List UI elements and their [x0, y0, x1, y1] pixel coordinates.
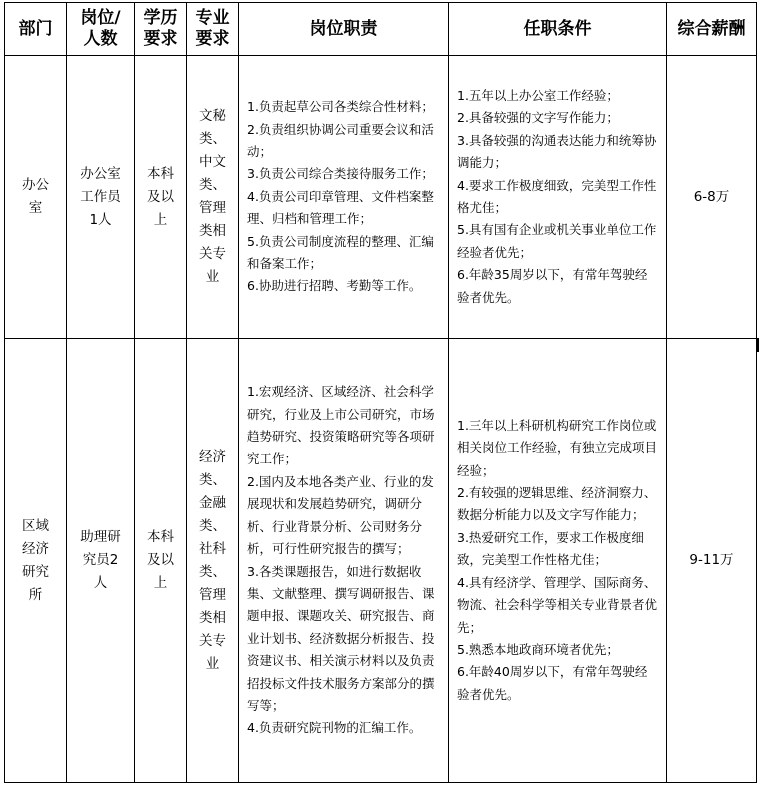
list-item: 4.负责公司印章管理、文件档案整理、归档和管理工作；: [247, 188, 434, 227]
duties-cell: [239, 56, 449, 339]
list-item: 3.具备较强的沟通表达能力和统筹协调能力；: [457, 132, 657, 171]
header-salary: 综合薪酬: [667, 3, 757, 56]
table-row: [5, 56, 757, 339]
list-item: 5.熟悉本地政商环境者优先；: [457, 641, 619, 657]
major-cell: 经济类、金融类、社科类、管理类相关专业: [187, 339, 239, 783]
salary-cell: 9-11万: [667, 339, 757, 783]
list-item: 1.宏观经济、区域经济、社会科学研究，行业及上市公司研究，市场趋势研究、投资策略研究等各项研究工作；: [247, 384, 435, 467]
duties-cell: [239, 339, 449, 783]
header-major: 专业要求: [187, 3, 239, 56]
duties-list: [239, 379, 448, 742]
list-item: 2.具备较强的文字写作能力；: [457, 110, 619, 126]
header-duties: 岗位职责: [239, 3, 449, 56]
list-item: 4.要求工作极度细致，完美型工作性格尤佳；: [457, 177, 657, 215]
requirements-list: [449, 413, 666, 708]
education-cell: 本科及以上: [135, 56, 187, 339]
list-item: 5.负责公司制度流程的整理、汇编和备案工作；: [247, 233, 434, 272]
cursor-mark: [757, 338, 759, 352]
education-cell: 本科及以上: [135, 339, 187, 783]
header-dept: 部门: [5, 3, 67, 56]
header-education: 学历要求: [135, 3, 187, 56]
list-item: 3.负责公司综合类接待服务工作；: [247, 166, 434, 182]
list-item: 1.三年以上科研机构研究工作岗位或相关岗位工作经验，有独立完成项目经验；: [457, 417, 658, 478]
list-item: 2.有较强的逻辑思维、经济洞察力、数据分析能力以及文字写作能力；: [457, 485, 657, 523]
duties-list: [239, 94, 448, 300]
list-item: 2.国内及本地各类产业、行业的发展现状和发展趋势研究，调研分析、行业背景分析、公司财务分析，可行性研究报告的撰写；: [247, 473, 434, 557]
header-row: [5, 3, 757, 56]
list-item: 1.负责起草公司各类综合性材料；: [247, 99, 434, 115]
list-item: 6.年龄35周岁以下，有常年驾驶经验者优先。: [457, 267, 648, 305]
requirements-cell: [449, 56, 667, 339]
position-cell: 办公室工作员1人: [67, 56, 135, 339]
salary-cell: 6-8万: [667, 56, 757, 339]
list-item: 4.具有经济学、管理学、国际商务、物流、社会科学等相关专业背景者优先；: [457, 574, 658, 635]
requirements-cell: [449, 339, 667, 783]
list-item: 6.年龄40周岁以下，有常年驾驶经验者优先。: [457, 664, 648, 702]
list-item: 5.具有国有企业或机关事业单位工作经验者优先；: [457, 222, 657, 260]
list-item: 2.负责组织协调公司重要会议和活动；: [247, 121, 434, 159]
list-item: 3.热爱研究工作，要求工作极度细致，完美型工作性格尤佳；: [457, 529, 644, 568]
list-item: 3.各类课题报告，如进行数据收集、文献整理、撰写调研报告、课题申报、课题攻关、研究报告、商业计划书、经济数据分析报告、投资建议书、相关演示材料以及负责招投标文件技术服务方案部分的撰写等；: [247, 563, 435, 713]
header-requirements: 任职条件: [449, 3, 667, 56]
position-cell: 助理研究员2人: [67, 339, 135, 783]
list-item: 4.负责研究院刊物的汇编工作。: [247, 720, 422, 736]
table-row: [5, 339, 757, 783]
job-table: [4, 2, 757, 783]
dept-cell: 区域经济研究所: [5, 339, 67, 783]
major-cell: 文秘类、中文类、管理类相关专业: [187, 56, 239, 339]
dept-cell: 办公室: [5, 56, 67, 339]
list-item: 1.五年以上办公室工作经验；: [457, 87, 619, 103]
header-position: 岗位/人数: [67, 3, 135, 56]
requirements-list: [449, 83, 666, 311]
list-item: 6.协助进行招聘、考勤等工作。: [247, 278, 422, 294]
